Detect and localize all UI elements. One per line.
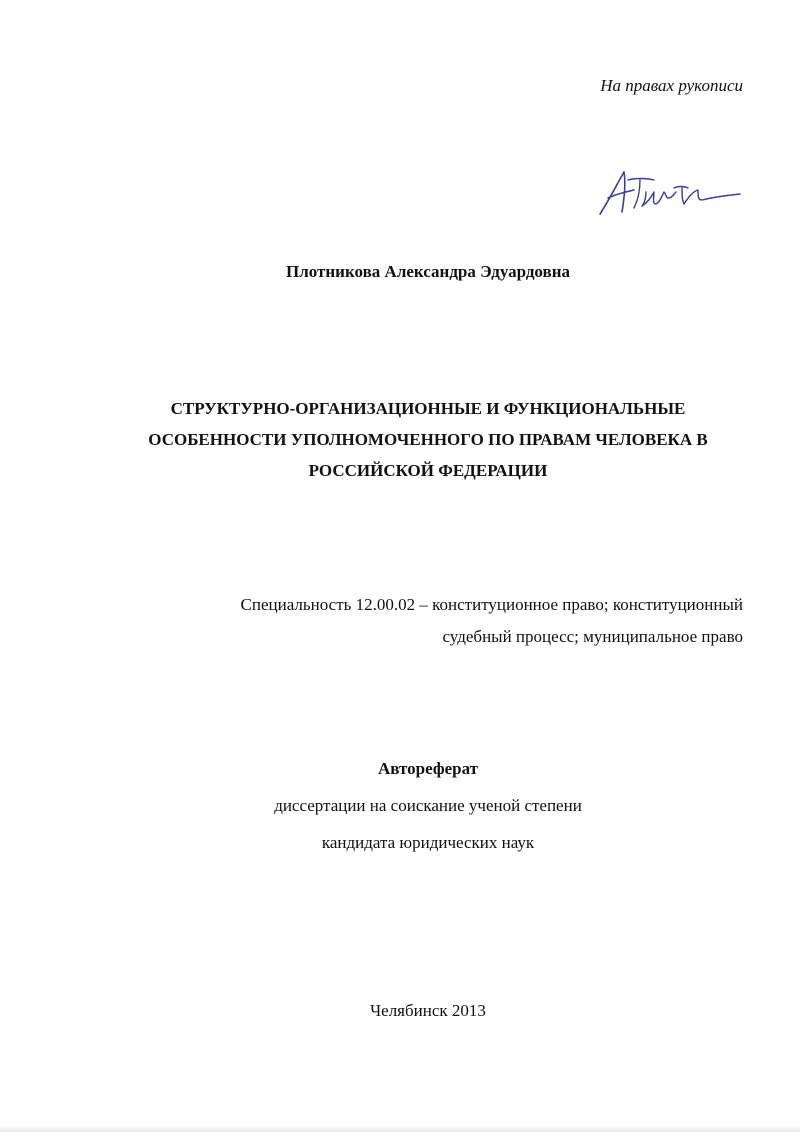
abstract-line: кандидата юридических наук — [321, 833, 535, 852]
abstract-block — [0, 750, 800, 861]
place-year: Челябинск 2013 — [370, 1001, 486, 1020]
specialty — [143, 589, 743, 653]
author-name: Плотникова Александра Эдуардовна — [285, 262, 570, 281]
abstract-line: диссертации на соискание ученой степени — [274, 796, 582, 815]
dissertation-title — [100, 393, 756, 486]
abstract-heading: Автореферат — [377, 759, 479, 778]
page-edge-divider — [0, 1126, 800, 1132]
handwritten-signature-icon — [594, 168, 744, 220]
rights-note: На правах рукописи — [600, 76, 743, 95]
specialty-line: судебный процесс; муниципальное право — [442, 627, 743, 646]
specialty-line: Специальность 12.00.02 – конституционное право; конституционный — [240, 595, 743, 614]
title-line: РОССИЙСКОЙ ФЕДЕРАЦИИ — [308, 461, 548, 480]
title-line: СТРУКТУРНО-ОРГАНИЗАЦИОННЫЕ И ФУНКЦИОНАЛЬНЫЕ — [170, 399, 686, 418]
title-line: ОСОБЕННОСТИ УПОЛНОМОЧЕННОГО ПО ПРАВАМ ЧЕЛОВЕКА В — [148, 430, 708, 449]
